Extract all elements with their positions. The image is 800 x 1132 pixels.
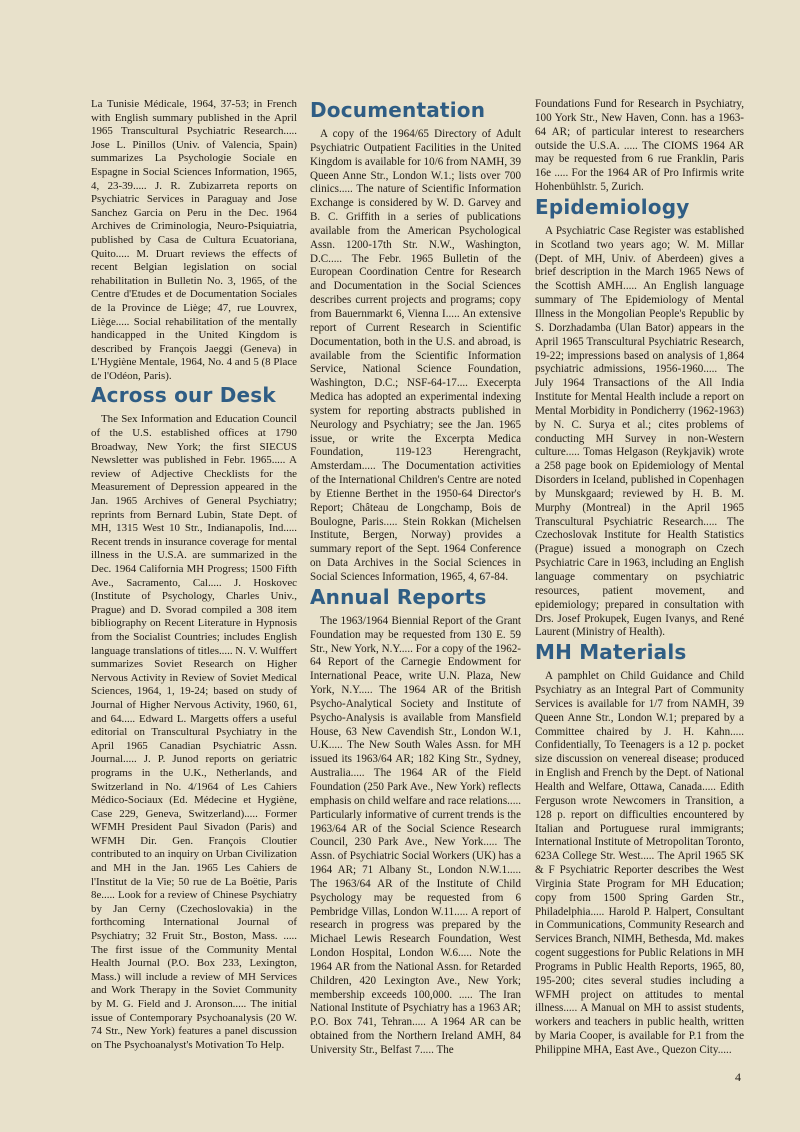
column-3 [535,98,744,1058]
paragraph-across-our-desk: The Sex Information and Education Council of the U.S. established offices at 1790 Broadway, New York; the first SIECUS Newsletter was published in Febr. 1965..... A review of Adjective Checklists for the Measurement of Depression appeared in the Jan. 1965 Archives of General Psychiatry; reprints from Bernard Lubin, State Dept. of MH, 1315 West 10 Str., Indianapolis, Ind..... Recent trends in insurance coverage for mental illness in the U.S.A. are summarized in the Dec. 1964 California MH Progress; 1500 Fifth Ave., Sacramento, Cal..... J. Hoskovec (Institute of Psychology, Charles Univ., Prague) and D. Svorad compiled a 308 item bibliography on Recent Literature in Hypnosis from the Socialist Countries; includes English language translations of titles..... N. V. Wulffert summarizes Soviet Research on Higher Nervous Activity in Review of Soviet Medical Sciences, 1964, 1, 19-24; based on study of Journal of Higher Nervous Activity, 1960, 61, and 64..... Edward L. Margetts offers a useful editorial on Transcultural Psychiatry in the April 1965 Canadian Psychiatric Assn. Journal..... J. P. Junod reports on geriatric programs in the U.K., Netherlands, and Switzerland in No. 4/1964 of Les Cahiers Médico-Sociaux (Ed. Médecine et Hygiène, Case 229, Geneva, Switzerland)..... Former WFMH President Paul Sivadon (Paris) and WFMH Dir. Gen. François Cloutier contributed to an inquiry on Urban Civilization and MH in the Jan. 1965 Les Cahiers de l'Institut de la Vie; 50 rue de La Boëtie, Paris 8e..... Look for a review of Chinese Psychiatry by Jan Cerny (Czechoslovakia) in the forthcoming International Journal of Psychiatry; 32 Fruit Str., Boston, Mass. ..... The first issue of the Community Mental Health Journal (P.O. Box 233, Lexington, Mass.) will include a review of MH Services and Work Therapy in the Soviet Community by M. G. Field and J. Aronson..... The initial issue of Contemporary Psychoanalysis (20 W. 74 Str., New York) features a panel discussion on The Psychoanalyst's Motivation To Help. [91,413,297,1051]
paragraph-documentation: A copy of the 1964/65 Directory of Adult Psychiatric Outpatient Facilities in the United Kingdom is available for 10/6 from NAMH, 39 Queen Anne Str., London W.1.; lists over 700 clinics..... The nature of Scientific Information Exchange is considered by W. D. Garvey and B. C. Griffith in a series of publications available from the American Psychological Assn. 1200-17th Str. N.W., Washington, D.C..... The Febr. 1965 Bulletin of the European Coordination Centre for Research and Documentation in the Social Sciences describes current projects and programs; copy from Bauernmarkt 6, Vienna I..... An extensive report of Current Research in Scientific Documentation, both in the U.S. and abroad, is available from the Scientific Information Service, National Science Foundation, Washington, D.C.; NSF-64-17.... Execerpta Medica has adopted an experimental indexing system for reporting abstracts published in Neurology and Psychiatry; see the Jan. 1965 issue, or write the Excerpta Medica Foundation, 119-123 Herengracht, Amsterdam..... The Documentation activities of the International Children's Centre are noted by Etienne Berthet in the 1950-64 Director's Report; Château de Longchamp, Bois de Boulogne, Paris..... Stein Rokkan (Michelsen Institute, Bergen, Norway) provides a summary report of the Sept. 1964 Conference on Data Archives in the Social Sciences in Social Sciences Information, 1965, 4, 67-84. [310,128,521,583]
paragraph-continued: La Tunisie Médicale, 1964, 37-53; in French with English summary published in the April 1965 Transcultural Psychiatric Research..... Jose L. Pinillos (Univ. of Valencia, Spain) summarizes La Psychologie Sociale en Espagne in Social Sciences Information, 1965, 4, 23-39..... J. R. Zubizarreta reports on Psychiatric Services in Paraguay and Jose Sanchez Garcia on Peru in the Dec. 1964 Archives de Criminologia, Neuro-Psiquiatria, published by Casa de Cultura Ecuatoriana, Quito..... M. Druart reviews the effects of recent Belgian legislation on social rehabilitation in Bulletin No. 3, 1965, of the Centre d'Etudes et de Documentation Sociales de la Province de Liège; 47, rue Louvrex, Liège..... Social rehabilitation of the mentally handicapped in the United Kingdom is described by François Jaeggi (Geneva) in L'Hygiène Mentale, 1964, No. 4 and 5 (8 Place de l'Odéon, Paris). [91,98,297,382]
paragraph-mh-materials: A pamphlet on Child Guidance and Child Psychiatry as an Integral Part of Community Services is available for 1/7 from NAMH, 39 Queen Anne Str., London W.1; prepared by a Committee chaired by J. H. Kahn..... Confidentially, To Teenagers is a 12 p. pocket size discussion on venereal disease; produced in English and French by the Dept. of National Health and Welfare, Ottawa, Canada..... Edith Ferguson wrote Newcomers in Transition, a 128 p. report on difficulties encountered by Italian and Portuguese rural immigrants; International Institute of Metropolitan Toronto, 623A College Str. West..... The April 1965 SK & F Psychiatric Reporter describes the West Virginia State Program for MH Education; copy from 1500 Spring Garden Str., Philadelphia..... Harold P. Halpert, Consultant in Communications, Community Research and Services Branch, NIMH, Bethesda, Md. makes cogent suggestions for Public Relations in MH Programs in Public Health Reports, 1965, 80, 195-200; cites several studies including a WFMH project on attitudes to mental illness..... A Manual on MH to assist students, workers and teachers in public health, written by Maria Cooper, is available for P.1 from the Philippine MHA, East Ave., Quezon City..... [535,670,744,1056]
heading-across-our-desk: Across our Desk [91,383,276,408]
heading-mh-materials: MH Materials [535,640,687,665]
paragraph-epidemiology: A Psychiatric Case Register was established in Scotland two years ago; W. M. Millar (Dept. of MH, Univ. of Aberdeen) gives a brief description in the March 1965 News of the Scottish AMH..... An English language summary of The Epidemiology of Mental Illness in the Mongolian People's Republic by S. Dorzhadamba (Ulan Bator) appears in the April 1965 Transcultural Psychiatric Research, 19-22; impressions based on analysis of 1,864 psychiatric admissions, 1956-1960..... The July 1964 Transactions of the All India Institute for Mental Health include a report on Mental Morbidity in Pondicherry (1962-1963) by N. C. Surya et al.; cites problems of conducting MH Survey in non-Western culture..... Tomas Helgason (Reykjavik) wrote a 258 page book on Epidemiology of Mental Disorders in Iceland, published in Copenhagen by Munskgaard; reviewed by H. B. M. Murphy (Montreal) in the April 1965 Transcultural Psychiatric Research..... The Czechoslovak Institute for Health Statistics (Prague) issued a monograph on Czech Psychiatric Care in 1963, including an English language commentary on psychiatric resources, patient movement, and epidemiology; prepared in consultation with Drs. Josef Prokupek, Eugen Ivanys, and René Laurent (Ministry of Health). [535,224,744,639]
column-1 [91,98,297,1052]
heading-annual-reports: Annual Reports [310,584,487,609]
heading-documentation: Documentation [310,98,486,122]
page-number: 4 [735,1070,741,1084]
paragraph-foundations: Foundations Fund for Research in Psychiatry, 100 York Str., New Haven, Conn. has a 1963-64 AR; of particular interest to researchers outside the U.S.A. ..... The CIOMS 1964 AR may be requested from 6 rue Franklin, Paris 16e ..... For the 1964 AR of Pro Infirmis write Hohenbühlstr. 5, Zurich. [535,98,744,194]
column-2 [310,98,521,1058]
heading-epidemiology: Epidemiology [535,194,690,219]
paragraph-annual-reports: The 1963/1964 Biennial Report of the Grant Foundation may be requested from 130 E. 59 Str., New York, N.Y..... For a copy of the 1962-64 Report of the Carnegie Endowment for International Peace, write U.N. Plaza, New York, N.Y..... The 1964 AR of the British Psycho-Analytical Society and Institute of Psycho-Analysis is available from Mansfield House, 63 New Cavendish Str., London W.1, U.K..... The New South Wales Assn. for MH issued its 1963/64 AR; 182 King Str., Sydney, Australia..... The 1964 AR of the Field Foundation (250 Park Ave., New York) reflects emphasis on child welfare and race relations..... Particularly informative of current trends is the 1963/64 AR of the Social Science Research Council, 230 Park Ave., New York..... The Assn. of Psychiatric Social Workers (UK) has a 1964 AR; 71 Albany St., London N.W.1..... The 1963/64 AR of the Institute of Child Psychology may be requested from 6 Pembridge Villas, London W.11..... A report of research in progress was prepared by the Michael Lewis Research Foundation, West London Hospital, London W.6..... Note the 1964 AR from the National Assn. for Retarded Children, 420 Lexington Ave., New York; membership exceeds 100,000. ..... The Iran National Institute of Psychiatry has a 1963 AR; P.O. Box 741, Tehran..... A 1964 AR can be obtained from the Northern Ireland AMH, 84 University Str., Belfast 7..... The [310,614,522,1056]
